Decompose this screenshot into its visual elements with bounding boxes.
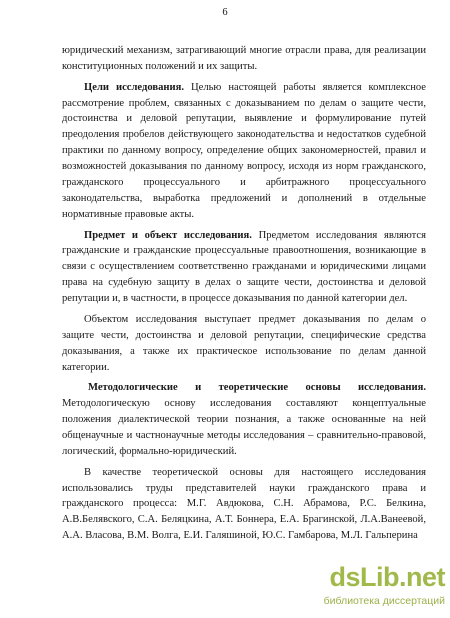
subject-paragraph [62,228,426,308]
goals-heading: Цели исследования. [84,81,184,93]
methods-heading: Методологические и теоретические основы исследования. [88,382,426,394]
goals-paragraph [62,80,426,223]
subject-heading: Предмет и объект исследования. [84,229,252,241]
methods-text: Методологическую основу исследования составляют концептуальные положения диалектической теории познания, а также основанные на ней общенаучные и частнонаучные методы исследования – сравнительно-правовой, логический, формально-юридический. [62,398,426,457]
page-number: 6 [222,7,228,18]
subject-text: Предметом исследования являются гражданские и гражданские процессуальные правоотношения, возникающие в связи с осуществлением соответственно гражданами и юридическими лицами права на судебную защиту в делах о защите чести, достоинства и деловой репутации и, в частности, в процессе доказывания по данной категории дел. [62,229,426,305]
intro-paragraph: юридический механизм, затрагивающий многие отрасли права, для реализации конституционных положений и их защиты. [62,45,426,72]
dslib-watermark [323,562,448,614]
methods-paragraph [62,380,426,460]
document-body [62,43,426,544]
object-paragraph: Объектом исследования выступает предмет доказывания по делам о защите чести, достоинства и деловой репутации, специфические средства доказывания, а также их практическое использование по делам данной категории. [62,313,426,373]
theory-paragraph: В качестве теоретической основы для настоящего исследования использовались труды представителей науки гражданского права и гражданского процесса: М.Г. Авдюкова, С.Н. Абрамова, Р.С. Белкина, А.В.Белявского, С.А. Беляцкина, А.Т. Боннера, Е.А. Брагинской, Л.А.Ванеевой, А.А. Власова, В.М. Волга, Е.И. Галяшиной, Ю.С. Гамбарова, М.Л. Гальперина [62,466,426,542]
dslib-subtitle: библиотека диссертаций [323,595,445,607]
dslib-logo: dsLib.net [329,562,445,592]
goals-text: Целью настоящей работы является комплексное рассмотрение проблем, связанных с доказыванием по делам о защите чести, достоинства и деловой репутации, выявление и формулирование путей преодоления пробелов действующего законодательства и недостатков судебной практики по данному вопросу, определение общих закономерностей, правил и возможностей доказывания по данному вопросу, исходя из норм гражданского, гражданского процессуального и арбитражного процессуального законодательства, выработка предложений и дополнений в отдельные нормативные правовые акты. [62,81,426,220]
